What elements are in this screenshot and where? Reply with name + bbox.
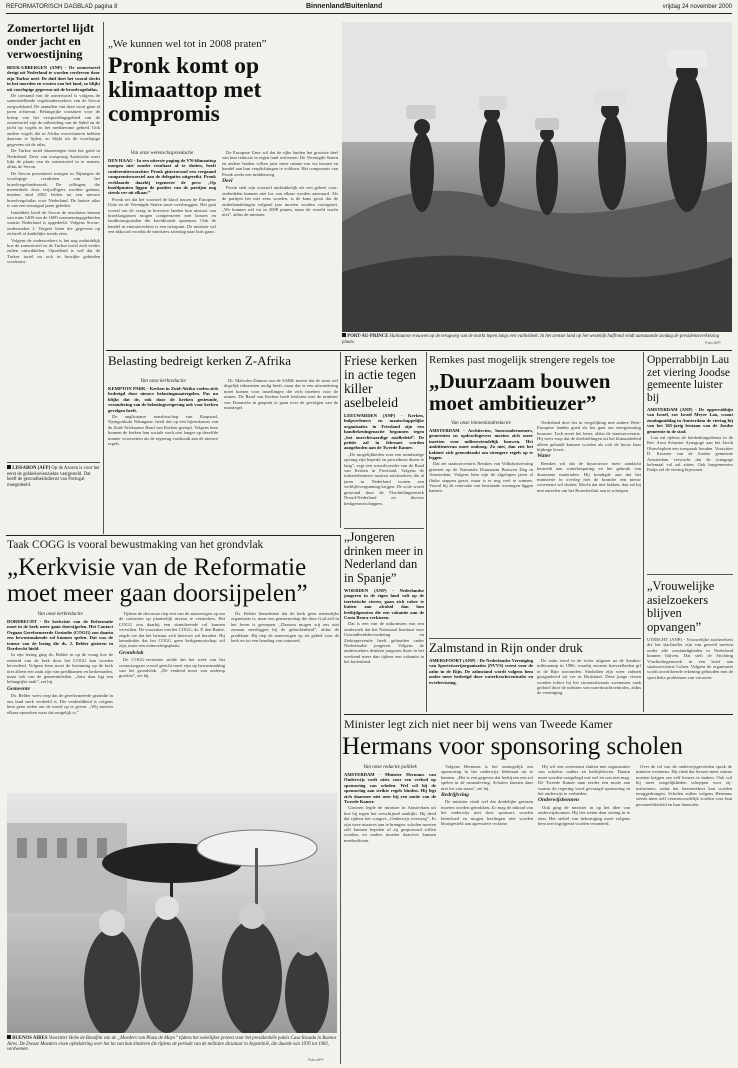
column-divider-4 <box>643 352 644 712</box>
klimaat-col2 <box>222 150 338 336</box>
cogg-byline: Van onze kerkredactie <box>37 611 83 617</box>
haiti-caption-text: Haïtiaanse vrouwen op de terugweg van de markt lopen langs een vuilnisbelt. In het armste land op het westelijk halfrond vindt aanstaande zondag de presidentsverkiezing plaats. <box>342 334 720 345</box>
sponsoring-p2b: De minister vindt wel dat duidelijke grenzen moeten worden getrokken. Zo mag de inhoud van het onderwijs niet door sponsors worden beïnvloed en mogen leerlingen niet worden blootgesteld aan agressieve reclame. <box>441 799 533 827</box>
remkes-col1 <box>429 420 533 526</box>
sponsoring-subhead-2: Onderwijsbonnen <box>538 797 580 804</box>
sponsoring-p4: Over de rol van de onderwijsgevenden sprak de minister eveneens. Hij vindt dat leraren meer ruimte moeten krijgen om zelf keuzes te maken. Ook wil hij meer mogelijkheden scheppen voor zij-instromers, zodat het lerarentekort kan worden teruggedrongen. Scholen zullen volgens Hermans steeds meer zelf verantwoordelijk worden voor hun personeelsbeleid en hun financiën. <box>636 764 732 807</box>
cogg-lead: DORDRECHT - De kerkvisie van de Reformatie moet in de kerk meer gaan doorsijpelen. Het Contact Orgaan Gereformeerde Gezindte (COGG) zou daarin een bewustmakende rol kunnen spelen. Dat was de teneur van de lezing die ds. J. Belder gisteren in Dordrecht hield. <box>7 619 113 652</box>
buenos-aires-caption <box>7 1035 337 1065</box>
klimaat-p1: Pronk zei dat het voorstel de kloof tussen de Europese Unie en de Verenigde Staten moet overbruggen. Het gaat vooral om de vraag in hoeverre landen hun uitstoot van broeikasgassen mogen compenseren met bossen en landbouwgronden die kooldioxide opnemen. Ook de handel in emissierechten is een twistpunt. De minister wil een akkoord voordat de ministers zaterdag naar huis gaan. <box>108 196 216 235</box>
opperrabbijn-p1: Lau zal tijdens de herdenkingsdienst in de Rav Aron Schuster Synagoge aan het Jacob Obrechtplein een toespraak houden. Voorzitter D. Kessner van de Joodse gemeente Amsterdam verwacht dat de synagoge helemaal vol zal zitten. Ook burgemeester Patijn zal de viering bijwonen. <box>647 435 733 473</box>
cogg-subhead-2: Grondvlak <box>119 649 144 656</box>
cogg-p1: In zijn lezing ging ds. Belder in op de vraag hoe de eenheid van de kerk door het COGG kan worden bevorderd. Volgens hem moet de bezinning op de kerk niet alleen een zaak zijn van predikanten en kerkenraden, maar ook van de gemeenteleden. „Juist daar ligt een belangrijke taak”, zei hij. <box>7 652 113 685</box>
sponsoring-col4 <box>636 764 732 1062</box>
cogg-p2b: De COGG-secretaris stelde dat het werk van het contactorgaan vooral gericht moet zijn op bewustmaking van het grondvlak. „De eenheid moet van onderop groeien”, zei hij. <box>119 657 225 679</box>
sponsoring-p3: Hij wil een convenant sluiten met organisaties van scholen, ouders en bedrijfsleven. Daarin moet worden vastgelegd wat wel en wat niet mag. De Tweede Kamer nam eerder een motie aan waarin de regering werd gevraagd sponsoring in het onderwijs te verbieden. <box>538 764 630 797</box>
opperrabbijn-divider <box>647 574 733 575</box>
remkes-kicker: Remkes past mogelijk strengere regels toe <box>429 354 616 366</box>
klimaat-col1 <box>108 150 216 336</box>
opperrabbijn-headline: Opperrabbijn Lau zet viering Joodse gemeente luister bij <box>647 354 731 404</box>
header-section: Binnenland/Buitenland <box>306 3 383 10</box>
section-rule-1 <box>106 350 732 351</box>
zalmstand-lead: AMERSFOORT (ANP) - De Nederlandse Vereniging van Sportvisserijorganisaties (NVVS) vreest voor de zalm in de Rijn. De zalmstand wordt volgens hem onder meer bedreigd door waterkrachtcentrales en overbevissing. <box>429 658 533 685</box>
klimaat-lead: DEN HAAG - In een uiterste poging de VN-klimaattop morgen niet zonder resultaat af te sluiten, heeft conferentievoorzitter Pronk gisteravond een vergaand compromisvoorstel aan de delegaties uitgereikt. Pronk verklaarde daarbij tegenover de pers: „Op hoofdpunten liggen de posities van de partijen nog steeds ver uit elkaar.” <box>108 158 216 196</box>
friese-p1: „De mogelijkheden voor een ruimhartige opvang zijn beperkt en procedures duren te lang”, zegt een woordvoerder van de Raad van Kerken in Friesland. Volgens de initiatiefnemers moeten asielzoekers die al jaren in Nederland wonen een verblijfsvergunning krijgen. De actie wordt gesteund door de Vluchtelingenwerk Noord-Nederland en diverse kerkgenootschappen. <box>344 451 424 506</box>
belasting-byline: Van onze kerkredactie <box>140 378 186 384</box>
remkes-headline: „Duurzaam bouwen moet ambitieuzer” <box>429 369 611 415</box>
cogg-p3: Ds. Belder benadrukte dat de kerk geen menselijke organisatie is, maar een gemeenschap die door God zelf in het leven is geroepen. „Daarom mogen wij ons niet zomaar neerleggen bij de gebrokenheid”, aldus de predikant. Hij riep de aanwezigen op tot gebed voor de kerk en tot een houding van ootmoed. <box>231 611 339 644</box>
zomertortel-p4: Inmiddels heeft de Sovon de resultaten binnen van ruim 1400 van de 1600 waarnemingsgebieden waarin Nederland is opgedeeld. Volgens Sovon-onderzoeker J. Vergeer laten die gegevens op zichzelf al duidelijke trends zien. <box>7 209 100 237</box>
belasting-headline: Belasting bedreigt kerken Z-Afrika <box>108 353 292 368</box>
belasting-lead: KEMPTON PARK - Kerken in Zuid-Afrika voelen zich bedreigd door nieuwe belastingmaatregelen. Pas nu blijkt dat de, ook door de kerken gesteunde, verandering van de belastingwetgeving ook voor kerken gevolgen heeft. <box>108 386 218 413</box>
belasting-article <box>108 354 338 526</box>
remkes-col2 <box>537 420 641 526</box>
belasting-p1: De anglicaanse aartsbisschop van Kaapstad, Njongonkulu Ndungane, heeft dat op een bijeenkomst van de Zuid-Afrikaanse Raad van Kerken gezegd. Volgens hem kunnen de kerken hun sociale werk niet langer op dezelfde manier voortzetten als de regering vasthoudt aan de nieuwe regels. <box>108 414 218 447</box>
friese-article <box>344 354 424 526</box>
zomertortel-headline: Zomertortel lijdt onder jacht en verwoestijning <box>7 22 94 61</box>
spanje-headline: „Jongeren drinken meer in Nederland dan in Spanje” <box>344 531 424 585</box>
sponsoring-col1 <box>344 764 436 1062</box>
klimaat-kicker: „We kunnen wel tot in 2008 praten” <box>108 38 267 50</box>
cogg-headline: „Kerkvisie van de Reformatie moet meer gaan doorsijpelen” <box>7 554 308 607</box>
zomertortel-p1: De toestand van de zomertortel is volgens de samenstellende vogelonderzoekers van de Sovon zorgwekkend. De aantallen van deze soort gaan al jaren achteruit. Belangrijke oorzaken voor de krimp van het verspreidingsgebied van de zomertortel zijn de uitbreiding van de Sahel en de jacht op vogels in het mediterrane gebied. Ook andere vogels die in Afrika overwinteren hebben daarvan te lijden, zo blijkt uit de voorlopige gegevens uit de atlas. <box>7 93 100 147</box>
column-divider-5 <box>426 528 427 712</box>
cogg-p2: Tijdens de discussie riep een van de aanwezigen op om de contacten op plaatselijk niveau te versterken. Het COGG zou daarbij een stimulerende rol kunnen vervullen. De voorzitter van het COGG, ds. P. den Butter, zegde toe dat het bestuur zich hierover zal beraden. Hij benadrukte dat het COGG geen kerkgenootschap wil zijn, maar een ontmoetingsplaats. <box>119 611 225 649</box>
opperrabbijn-lead: AMSTERDAM (ANP) - De opperrabbijn van Israël, rav Israël Meyer Lau, woont zondagmiddag in Amsterdam de viering bij van het 365-jarig bestaan van de Joodse gemeente in de stad. <box>647 407 733 434</box>
haiti-caption <box>342 333 732 347</box>
cogg-subhead-1: Gemeente <box>7 685 30 692</box>
klimaat-headline: Pronk komt op klimaattop met compromis <box>108 53 262 127</box>
zomertortel-p5: Volgens de onderzoekers is het nog onduidelijk hoe de zomertortel en de Turkse tortel zich verder zullen ontwikkelen. Opvallend is wel dat de Turkse tortel nu ook in bosrijke gebieden voorkomt. <box>7 237 100 265</box>
zomertortel-body <box>7 65 100 265</box>
zomertortel-p2: De Turkse tortel daarentegen doet het goed in Nederland. Deze van oorsprong Aziatische soort lijkt de plaats van de zomertortel in te nemen, aldus de Sovon. <box>7 148 100 170</box>
spanje-lead: WOERDEN (ANP) - Nederlandse jongeren in de eigen land valt op de toeristische vieren, gaan zich vaker te buiten aan alcohol dan hun leeftijdgenoten die een vakantie aan de Costa Brava verkiezen. <box>344 588 424 621</box>
lissabon-text: Op de Azoren is voor het eerst de gekkekoeienziekte vastgesteld. Dat heeft de gezondheidsdienst van Portugal meegedeeld. <box>7 466 100 488</box>
belasting-col2 <box>224 378 338 526</box>
square-bullet-icon <box>7 1035 11 1039</box>
buenos-aires-caption-label: BUENOS AIRES <box>12 1036 48 1041</box>
remkes-subhead: Water <box>537 453 551 460</box>
square-bullet-icon <box>342 333 346 337</box>
header-left: REFORMATORISCH DAGBLAD pagina 8 <box>6 4 118 10</box>
belasting-p2: Dr. Malcolm Damon van de SARK meent dat de staat wel degelijk inkomsten nodig heeft, maar dat er een uitzondering moet komen voor instellingen die zich inzetten voor de armen. De Raad van Kerken heeft besloten met de minister van Financiën in gesprek te gaan over de gevolgen van de maatregel. <box>224 378 338 411</box>
klimaat-article <box>108 38 338 338</box>
spanje-p1: Dat is een van de uitkomsten van een onderzoek dat het Nationaal Instituut voor Gezondheidsbevordering en Ziektepreventie heeft gehouden onder Nederlandse jongeren. Volgens de onderzoekers drinken jongeren thuis in het weekend meer dan tijdens een vakantie in het buitenland. <box>344 621 424 665</box>
buenos-aires-credit: Foto AFP <box>308 1058 324 1062</box>
sponsoring-p1: Gisteren legde de minister in Amsterdam uit hoe hij tegen het verschijnsel aankijkt. Hij deed dat tijdens het congres „Onderwijs overweg”. Er zijn twee nuances aan te brengen: scholen moeten zelf kunnen bepalen of zij gesponsord willen worden, en ouders moeten daarover kunnen meebeslissen. <box>344 805 436 843</box>
sponsoring-p3b: Ook ging de minister in op het idee van onderwijsbonnen. Hij liet weten daar weinig in te zien. Het stelsel van bekostiging moet volgens hem niet ingrijpend worden veranderd. <box>538 804 630 827</box>
friese-body <box>344 413 424 506</box>
sponsoring-lead: AMSTERDAM - Minister Hermans van Onderwijs voelt niets voor een verbod op sponsoring van scholen. Wel wil hij de sponsoring aan strikte regels binden. Hij legt zich daarmee niet neer bij een motie van de Tweede Kamer. <box>344 772 436 805</box>
haiti-credit: Foto AFP <box>705 341 721 345</box>
spanje-article <box>344 531 424 711</box>
friese-spanje-divider <box>344 528 424 529</box>
header-rule <box>6 13 732 14</box>
section-rule-3 <box>344 714 733 715</box>
haiti-photo <box>342 22 732 332</box>
page-header <box>6 3 732 13</box>
sponsoring-subhead-1: Bedrijfsvlag <box>441 792 469 799</box>
remkes-zalm-divider <box>429 638 641 639</box>
zomertortel-article <box>7 22 100 527</box>
column-divider-6 <box>340 536 341 1064</box>
asielzoekers-p1: UTRECHT (ANP) - Vrouwelijke asielzoekers die het slachtoffer zijn van geweld moeten onder alle omstandigheden in Nederland kunnen blijven. Dat stelt de Stichting Vluchtelingenwerk in een brief aan staatssecretaris Cohen. Volgens de organisatie wordt onvoldoende rekening gehouden met de specifieke problemen van vrouwen. <box>647 637 733 680</box>
sponsoring-p2: Volgens Hermans is het onmogelijk om sponsoring in het onderwijs helemaal uit te bannen. „Het is een gegeven dat bedrijven een rol spelen in de samenleving. Scholen kunnen daar niet los van staan”, zei hij. <box>441 764 533 791</box>
column-divider-2 <box>340 352 341 528</box>
klimaat-byline: Van onze wetenschapsredactie <box>130 150 194 156</box>
remkes-byline: Van onze binnenlandredactie <box>450 420 512 426</box>
buenos-aires-photo <box>7 793 337 1033</box>
header-date: vrijdag 24 november 2000 <box>662 4 732 10</box>
remkes-p2: Remkes wil dat de bouwsector meer aandacht besteedt aan waterbesparing en het gebruik van duurzame materialen. Hij kondigde aan dat het ministerie in overleg met de branche een nieuw convenant wil sluiten. Mocht dat niet lukken, dan zal hij niet aarzelen om het Bouwbesluit aan te scherpen. <box>537 460 641 493</box>
section-rule-2 <box>6 535 341 536</box>
buenos-aires-photo-scene <box>7 793 337 1033</box>
remkes-lead: AMSTERDAM - Architecten, bouwondernemers, gemeenten en opdrachtgevers moeten zich meer inzetten voor milieuvriendelijk bouwen. Het ambitieniveau moet omhoog. Zo niet, dan ziet het kabinet zich genoodzaakt om strengere regels op te leggen. <box>429 428 533 461</box>
klimaat-p3: Pronk stelt zijn voorstel uitdrukkelijk als een geheel voor: onderdelen kunnen niet los van elkaar worden aanvaard. Als de partijen het niet eens worden, is de kans groot dat de onderhandelingen volgend jaar moeten worden voortgezet. „We kunnen wel tot in 2008 praten, maar de wereld wacht niet”, aldus de minister. <box>222 185 338 218</box>
haiti-photo-scene <box>342 22 732 332</box>
remkes-p1: Dat zei staatssecretaris Remkes van Volkshuisvesting gisteren op de Nationale Duurzaam Bouwen Dag in Amsterdam. Volgens hem zijn de afgelopen jaren al flinke stappen gezet, maar is er nog veel te winnen. Vooral bij de renovatie van bestaande woningen liggen kansen. <box>429 461 533 494</box>
buenos-aires-caption-text: Voorzitter Hebe de Bonafini van de „Moeders van Plaza de Mayo” tijdens het wekelijkse protest voor het presidentiële paleis Casa Rosada in Buenos Aires. De Dwaze Moeders eisen opheldering over het lot van hun kinderen die tijdens de periode van de militaire dictatuur in Argentinië, die duurde van 1976 tot 1983, verdwenen. <box>7 1036 337 1053</box>
zomertortel-divider <box>7 462 100 463</box>
zomertortel-lead: BEEK-UBBERGEN (ANP) - De zomertortel dreigt uit Nederland te worden verdreven door zijn Turkse neef. De duif doet het vooral slecht in het noorden en westen van het land, zo blijkt uit voorlopige gegevens uit de broedvogelatlas. <box>7 65 100 92</box>
asielzoekers-article <box>647 580 733 712</box>
zalmstand-p1: De zalm werd in de rivier uitgezet na de Sandoz-milieuramp in 1986, waarbij enorme hoeveelheden gif in de Rijn stroomden. Sindsdien zijn weer zalmen gesignaleerd tot ver in Duitsland. Deze jonge vissen worden echter bij het stroomafwaarts zwemmen vaak gedood door de turbines van waterkrachtcentrales, aldus de vereniging. <box>537 658 641 696</box>
sponsoring-byline: Van onze redactie politiek <box>363 764 417 770</box>
klimaat-p2: De Europese Unie wil dat de rijke landen het grootste deel van hun reductie in eigen land realiseren. De Verenigde Staten en andere landen willen juist meer ruimte om via bossen en handel aan hun verplichtingen te voldoen. Het compromis van Pronk zoekt een middenweg. <box>222 150 338 177</box>
zalmstand-article <box>429 641 641 711</box>
lissabon-label: LISSABON (AFP) <box>12 466 51 471</box>
sponsoring-kicker: Minister legt zich niet neer bij wens van Tweede Kamer <box>344 717 613 731</box>
lissabon-note <box>7 465 100 525</box>
cogg-kicker: Taak COGG is vooral bewustmaking van het grondvlak <box>7 539 264 551</box>
sponsoring-col2 <box>441 764 533 1062</box>
sponsoring-col3 <box>538 764 630 1062</box>
cogg-col1 <box>7 611 113 789</box>
remkes-p3: Nederland doet het in vergelijking met andere West-Europese landen goed als het gaat om energiezuinig bouwen. Toch moet het beter, aldus de staatssecretaris. Hij wees erop dat de doelstellingen uit het klimaatbeleid alleen gehaald kunnen worden als ook de bouw haar bijdrage levert. <box>537 420 641 453</box>
sponsoring-headline: Hermans voor sponsoring scholen <box>342 733 683 760</box>
asielzoekers-headline: „Vrouwelijke asielzoekers blijven opvangen” <box>647 580 715 634</box>
friese-headline: Friese kerken in actie tegen killer aselbeleid <box>344 354 418 410</box>
zomertortel-p3: De Sovon presenteert morgen in Nijmegen de voorlopige resultaten van het broedvogelonderzoek. De tellingen, die merendeels door vrijwilligers worden gedaan, moeten eind 2002 leiden tot een nieuwe broedvogelatlas voor Nederland. De laatste atlas is van een twintigtal jaren geleden. <box>7 170 100 209</box>
cogg-p1b: Ds. Belder wees erop dat de gereformeerde gezindte in ons land sterk verdeeld is. Die verdeeldheid is volgens hem geen reden om de moed op te geven. „Wij moeten elkaar opzoeken waar dat mogelijk is.” <box>7 693 113 715</box>
opperrabbijn-body <box>647 407 733 473</box>
klimaat-subhead: Deel <box>222 178 233 185</box>
friese-lead: LEEUWARDEN (ANP) - Kerken, hulpverleners en maatschappelijke organisaties in Friesland zijn een handtekeningenactie begonnen tegen „het onrechtvaardige asielbeleid”. De petitie zal in februari worden aangeboden aan de Tweede Kamer. <box>344 413 424 451</box>
cogg-col3 <box>231 611 339 789</box>
column-divider-1 <box>103 22 104 534</box>
belasting-col1 <box>108 378 218 526</box>
zalmstand-headline: Zalmstand in Rijn onder druk <box>429 640 583 655</box>
square-bullet-icon <box>7 465 11 469</box>
haiti-caption-label: PORT-AU-PRINCE <box>347 334 389 339</box>
remkes-article <box>429 354 641 526</box>
cogg-article <box>7 539 339 789</box>
cogg-col2 <box>119 611 225 789</box>
column-divider-3 <box>426 352 427 528</box>
